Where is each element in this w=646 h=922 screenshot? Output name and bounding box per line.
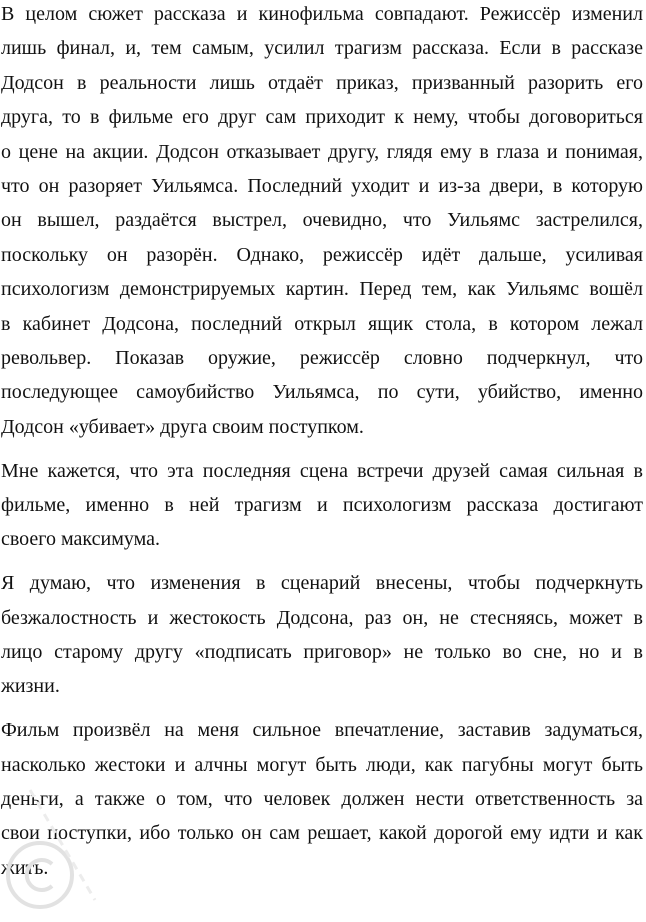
text-line: В целом сюжет рассказа и кинофильма совпадают. Режиссёр изменил [1, 3, 643, 25]
paragraph [1, 454, 643, 557]
text-line: лишь финал, и, тем самым, усилил трагизм рассказа. Если в рассказе [1, 37, 643, 60]
text-line: жизни. [1, 675, 60, 698]
text-line: он вышел, раздаётся выстрел, очевидно, что Уильямс застрелился, [1, 209, 643, 232]
text-line: безжалостность и жестокость Додсона, раз он, не стесняясь, может в [1, 606, 643, 629]
text-line: Додсон в реальности лишь отдаёт приказ, призванный разорить его [1, 71, 643, 94]
text-line: что он разоряет Уильямса. Последний уходит и из-за двери, в которую [1, 174, 643, 197]
paragraph [1, 713, 643, 885]
paragraph [1, 0, 643, 444]
text-line: Фильм произвёл на меня сильное впечатление, заставив задуматься, [1, 719, 643, 742]
text-line: о цене на акции. Додсон отказывает другу, глядя ему в глаза и понимая, [1, 140, 643, 163]
text-line: свои поступки, ибо только он сам решает, какой дорогой ему идти и как [1, 822, 643, 845]
document-body [1, 0, 643, 895]
text-line: Додсон «убивает» друга своим поступком. [1, 415, 364, 438]
text-line: жить. [1, 856, 49, 879]
text-line: лицо старому другу «подписать приговор» не только во сне, но и в [1, 641, 643, 664]
text-line: в кабинет Додсона, последний открыл ящик стола, в котором лежал [1, 312, 643, 335]
text-line: насколько жестоки и алчны могут быть люди, как пагубны могут быть [1, 753, 643, 776]
text-line: Я думаю, что изменения в сценарий внесены, чтобы подчеркнуть [1, 572, 643, 595]
text-line: своего максимума. [1, 528, 160, 551]
paragraph [1, 566, 643, 704]
text-line: деньги, а также о том, что человек должен нести ответственность за [1, 788, 643, 811]
text-line: Мне кажется, что эта последняя сцена встречи друзей самая сильная в [1, 459, 643, 482]
text-line: фильме, именно в ней трагизм и психологизм рассказа достигают [1, 493, 643, 516]
text-line: друга, то в фильме его друг сам приходит к нему, чтобы договориться [1, 106, 643, 129]
text-line: психологизм демонстрируемых картин. Перед тем, как Уильямс вошёл [1, 278, 643, 301]
text-line: поскольку он разорён. Однако, режиссёр идёт дальше, усиливая [1, 243, 643, 266]
text-line: револьвер. Показав оружие, режиссёр словно подчеркнул, что [1, 346, 643, 369]
text-line: последующее самоубийство Уильямса, по сути, убийство, именно [1, 381, 643, 404]
